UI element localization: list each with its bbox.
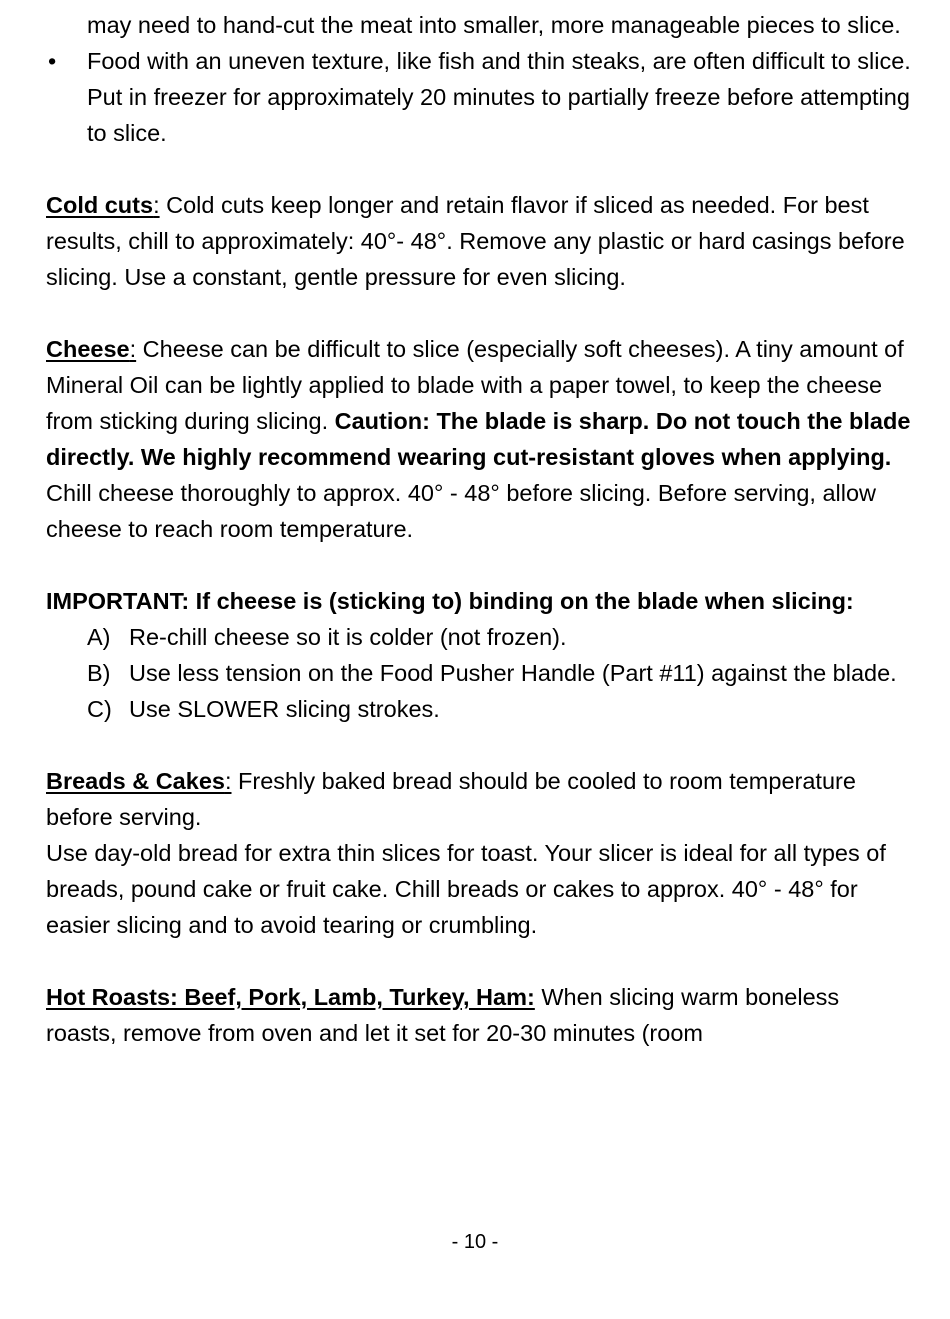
list-item-text: Use less tension on the Food Pusher Handle (Part #11) against the blade. (129, 660, 897, 686)
cold-cuts-paragraph (46, 187, 916, 295)
cheese-colon: : (129, 336, 137, 362)
bullet-icon: • (48, 48, 57, 74)
cold-cuts-text: Cold cuts keep longer and retain flavor if sliced as needed. For best results, chill to approximately: 40°- 48°. Remove any plastic or hard casings before slicing. Use a constant, gentle pressure for even slicing. (46, 192, 905, 290)
list-item (46, 619, 916, 655)
bullet-item (46, 43, 916, 151)
cheese-text: Cheese can be difficult to slice (especially soft cheeses). A tiny amount of Mineral Oil can be lightly applied to blade with a paper towel, to keep the cheese from sticking during slicing. (46, 336, 904, 434)
cheese-paragraph (46, 331, 916, 547)
breads-colon: : (224, 768, 232, 794)
hot-roasts-paragraph (46, 979, 916, 1051)
breads-text: Freshly baked bread should be cooled to room temperature before serving. (46, 768, 856, 830)
page-number: - 10 - (451, 1231, 499, 1253)
list-marker: A) (87, 624, 111, 650)
important-heading: IMPORTANT: If cheese is (sticking to) binding on the blade when slicing: (46, 588, 854, 614)
hot-roasts-text: When slicing warm boneless roasts, remove from oven and let it set for 20-30 minutes (room (46, 984, 840, 1046)
cheese-heading: Cheese (46, 336, 130, 362)
breads-paragraph (46, 763, 916, 835)
breads-paragraph-2: Use day-old bread for extra thin slices for toast. Your slicer is ideal for all types of breads, pound cake or fruit cake. Chill breads or cakes to approx. 40° - 48° for easier slicing and to avoid tearing or crumbling. (46, 840, 886, 938)
intro-continuation: may need to hand-cut the meat into smaller, more manageable pieces to slice. (87, 12, 901, 38)
list-item (46, 655, 916, 691)
list-marker: B) (87, 660, 111, 686)
list-item (46, 691, 916, 727)
document-page (46, 7, 916, 1051)
list-marker: C) (87, 696, 112, 722)
cold-cuts-heading: Cold cuts (46, 192, 154, 218)
list-item-text: Re-chill cheese so it is colder (not frozen). (129, 624, 567, 650)
cold-cuts-colon: : (153, 192, 160, 218)
list-item-text: Use SLOWER slicing strokes. (129, 696, 440, 722)
bullet-text: Food with an uneven texture, like fish and thin steaks, are often difficult to slice. Put in freezer for approximately 20 minutes to partially freeze before attempting to slice. (87, 48, 911, 146)
hot-roasts-heading: Hot Roasts: Beef, Pork, Lamb, Turkey, Ham: (46, 984, 535, 1010)
breads-heading: Breads & Cakes (46, 768, 225, 794)
cheese-text-after: Chill cheese thoroughly to approx. 40° - 48° before slicing. Before serving, allow cheese to reach room temperature. (46, 480, 876, 542)
important-list (46, 619, 916, 727)
cheese-caution: Caution: The blade is sharp. Do not touch the blade directly. We highly recommend wearing cut-resistant gloves when applying. (46, 408, 911, 470)
